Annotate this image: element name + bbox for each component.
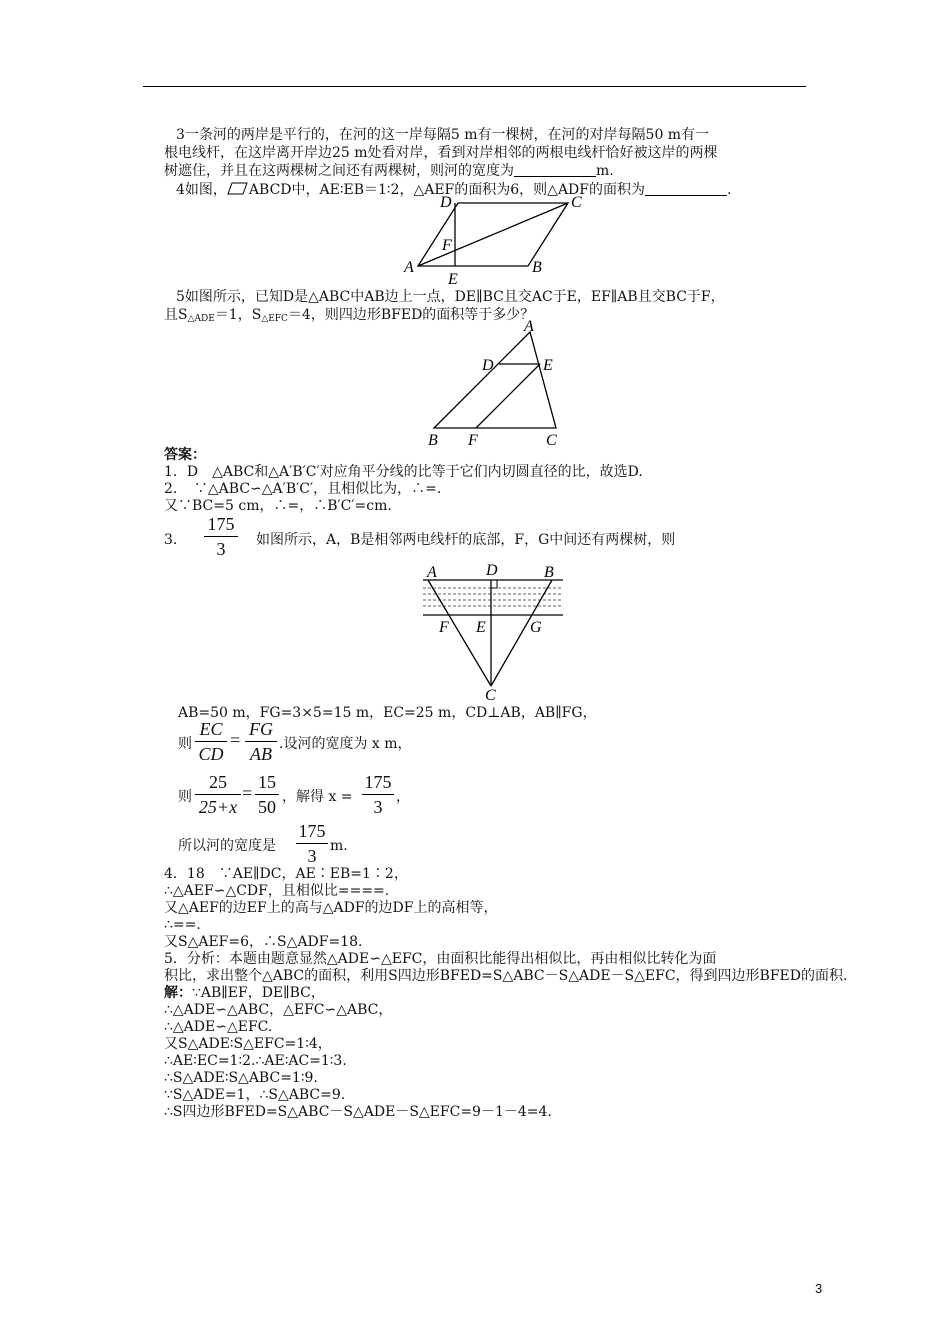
answer-2b: 又∵BC=5 cm，∴=，∴B′C′=cm. [164, 498, 392, 514]
label-F: F [442, 237, 452, 254]
then-2: 则 [178, 789, 192, 805]
answer-3-text: 如图所示，A，B是相邻两电线杆的底部，F，G中间还有两棵树，则 [256, 532, 676, 548]
answer-5-line1: 5．分析：本题由题意显然△ADE∽△EFC，由面积比能得出相似比，再由相似比转化为面 [164, 951, 717, 967]
q3-unit: m. [596, 163, 614, 179]
answer-5-line9: ∵S△ADE=1，∴S△ABC=9. [164, 1087, 346, 1103]
label-F: F [439, 619, 449, 636]
figure-triangle [420, 318, 570, 450]
fraction-25-25x: 25 25+x [195, 771, 241, 818]
answer-blank [514, 164, 596, 177]
answer-blank [645, 183, 727, 196]
answer-5-line6: 又S△ADE∶S△EFC=1∶4， [164, 1036, 332, 1052]
fraction-175-3: 175 3 [204, 513, 238, 560]
answer-5-line7: ∴AE∶EC=1∶2.∴AE∶AC=1∶3. [164, 1053, 347, 1069]
answer-4-line2: ∴△AEF∽△CDF，且相似比====. [164, 883, 390, 899]
q3-line2: 根电线杆，在这岸离开岸边25 m处看对岸，看到对岸相邻的两根电线杆恰好被这岸的两棵 [164, 145, 718, 161]
equals-2: = [242, 783, 253, 803]
answer-1: 1．D △ABC和△A′B′C′对应角平分线的比等于它们内切圆直径的比，故选D. [164, 464, 643, 480]
answer-4-line3: 又△AEF的边EF上的高与△ADF的边DF上的高相等， [164, 900, 498, 916]
label-A: A [404, 259, 414, 276]
answer-3-label: 3． [164, 532, 187, 548]
q3-line3 [164, 163, 614, 180]
solve-text: ，解得 x = [282, 789, 353, 805]
parallelogram-icon [227, 181, 249, 195]
answer-5-line4: ∴△ADE∽△ABC，△EFC∽△ABC， [164, 1002, 393, 1018]
label-A: A [524, 318, 534, 335]
answer-5-line3-text: ∵AB∥EF，DE∥BC， [192, 985, 325, 1001]
q5-sub-efc: △EFC [261, 314, 288, 324]
equals-1: = [230, 730, 241, 750]
label-D: D [440, 194, 452, 211]
q3-line3-text: 树遮住，并且在这两棵树之间还有两棵树，则河的宽度为 [164, 163, 514, 179]
conclusion: 所以河的宽度是 [178, 838, 276, 854]
label-B: B [544, 564, 554, 581]
figure-river [418, 558, 566, 703]
unit: m. [330, 838, 348, 854]
label-E: E [476, 619, 486, 636]
q5-l2a: 且S [164, 307, 188, 323]
label-E: E [543, 357, 553, 374]
answer-2: 2． ∵△ABC∽△A′B′C′，且相似比为，∴=. [164, 481, 442, 497]
solution-label: 解： [164, 985, 192, 1001]
label-C: C [485, 687, 496, 703]
label-B: B [532, 259, 542, 276]
label-D: D [482, 357, 494, 374]
q3-line1: 3一条河的两岸是平行的，在河的这一岸每隔5 m有一棵树，在河的对岸每隔50 m有一 [176, 127, 710, 143]
then-1: 则 [178, 736, 192, 752]
fraction-solution: 175 3 [362, 771, 394, 818]
answer-5-line2: 积比，求出整个△ABC的面积，利用S四边形BFED=S△ABC－S△ADE－S△EFC，得到四边形BFED的面积. [164, 968, 848, 984]
answer-5-line3 [164, 985, 325, 1002]
fraction-15-50: 15 50 [255, 771, 279, 818]
fraction-ec-cd: EC CD [195, 718, 227, 765]
fraction-width: 175 3 [296, 820, 328, 867]
answer-5-line8: ∴S△ADE∶S△ABC=1∶9. [164, 1070, 318, 1086]
label-G: G [530, 619, 542, 636]
then-1-tail: .设河的宽度为 x m， [279, 736, 412, 752]
q5-line1: 5如图所示，已知D是△ABC中AB边上一点，DE∥BC且交AC于E，EF∥AB且交BC于F， [176, 289, 725, 305]
answer-5-line5: ∴△ADE∽△EFC. [164, 1019, 273, 1035]
label-D: D [486, 562, 498, 579]
answer-4-line1: 4．18 ∵AE∥DC，AE∶EB=1∶2， [164, 866, 408, 882]
answer-4-line5: 又S△AEF=6，∴S△ADF=18. [164, 934, 363, 950]
q5-l2b: ＝1，S [214, 307, 262, 323]
label-F: F [468, 432, 478, 449]
label-E: E [448, 271, 458, 287]
comma: ， [396, 789, 410, 805]
q4-period: . [727, 182, 732, 198]
label-C: C [571, 194, 582, 211]
q5-sub-ade: △ADE [187, 314, 215, 324]
answer-3-given: AB=50 m，FG=3×5=15 m，EC=25 m，CD⊥AB，AB∥FG， [178, 705, 597, 721]
label-C: C [546, 432, 557, 449]
label-B: B [428, 432, 438, 449]
answer-4-line4: ∴==. [164, 917, 201, 933]
q4-text: ABCD中，AE∶EB＝1∶2，△AEF的面积为6，则△ADF的面积为 [248, 182, 645, 198]
answers-heading: 答案： [164, 447, 206, 463]
fraction-fg-ab: FG AB [245, 718, 277, 765]
q4-prefix: 4如图， [176, 182, 227, 198]
label-A: A [427, 564, 437, 581]
q5-l2c: ＝4，则四边形BFED的面积等于多少？ [287, 307, 535, 323]
figure-parallelogram [400, 192, 590, 287]
answer-5-line10: ∴S四边形BFED=S△ABC－S△ADE－S△EFC=9－1－4=4. [164, 1104, 552, 1120]
page-number: 3 [815, 1281, 823, 1296]
header-rule [143, 86, 806, 87]
